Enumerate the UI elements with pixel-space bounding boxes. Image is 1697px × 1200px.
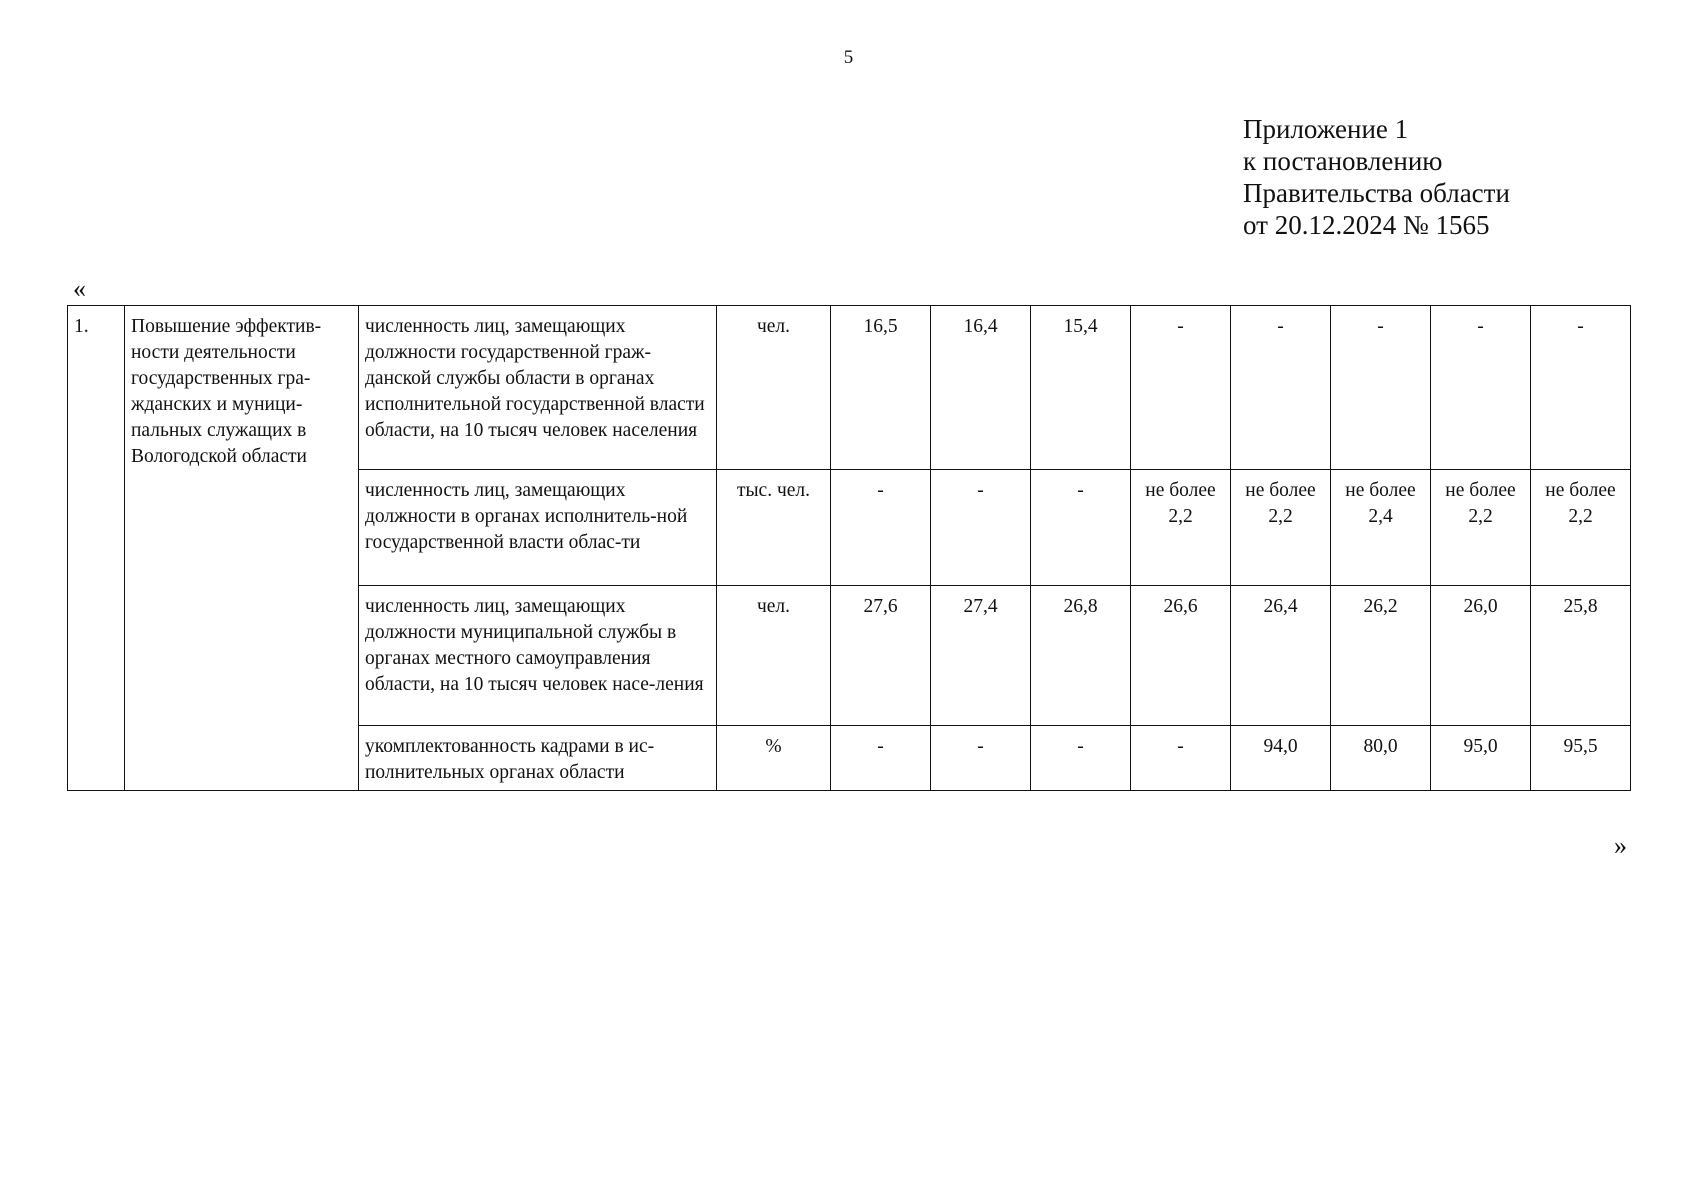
value-cell: 95,5 <box>1531 726 1631 791</box>
value-cell: 80,0 <box>1331 726 1431 791</box>
value-cell: - <box>831 470 931 586</box>
value-cell: 26,8 <box>1031 586 1131 726</box>
indicator-name: численность лиц, замещающих должности муниципальной службы в органах местного самоуправления области, на 10 тысяч человек насе-ления <box>359 586 717 726</box>
value-cell: - <box>1531 306 1631 470</box>
value-cell: 27,4 <box>931 586 1031 726</box>
value-cell: - <box>1331 306 1431 470</box>
indicators-table <box>67 305 1631 791</box>
indicator-name: укомплектованность кадрами в ис-полнительных органах области <box>359 726 717 791</box>
value-cell: 16,4 <box>931 306 1031 470</box>
value-cell: 25,8 <box>1531 586 1631 726</box>
unit-cell: % <box>717 726 831 791</box>
unit-cell: тыс. чел. <box>717 470 831 586</box>
value-cell: - <box>931 470 1031 586</box>
value-cell: не более 2,2 <box>1531 470 1631 586</box>
value-cell: 26,6 <box>1131 586 1231 726</box>
opening-quote: « <box>73 274 86 303</box>
appendix-title: Приложение 1 <box>1243 114 1409 144</box>
value-cell: - <box>831 726 931 791</box>
indicator-name: численность лиц, замещающих должности государственной граж-данской службы области в органах исполнительной государственной власти области, на 10 тысяч человек населения <box>359 306 717 470</box>
value-cell: - <box>1231 306 1331 470</box>
value-cell: 16,5 <box>831 306 931 470</box>
table-row <box>68 306 1631 470</box>
appendix-header <box>1243 113 1510 241</box>
value-cell: не более 2,2 <box>1231 470 1331 586</box>
goal-cell: Повышение эффектив-ности деятельности государственных гра-жданских и муници-пальных служащих в Вологодской области <box>125 306 359 791</box>
value-cell: 26,0 <box>1431 586 1531 726</box>
value-cell: 95,0 <box>1431 726 1531 791</box>
value-cell: - <box>1031 470 1131 586</box>
value-cell: 27,6 <box>831 586 931 726</box>
value-cell: 94,0 <box>1231 726 1331 791</box>
row-number: 1. <box>68 306 125 791</box>
value-cell: - <box>1431 306 1531 470</box>
value-cell: 26,2 <box>1331 586 1431 726</box>
indicator-name: численность лиц, замещающих должности в органах исполнитель-ной государственной власти облас-ти <box>359 470 717 586</box>
value-cell: - <box>1131 306 1231 470</box>
appendix-reference: к постановлению <box>1243 146 1443 176</box>
appendix-date-number: от 20.12.2024 № 1565 <box>1243 210 1490 240</box>
unit-cell: чел. <box>717 306 831 470</box>
unit-cell: чел. <box>717 586 831 726</box>
page-number: 5 <box>843 47 854 68</box>
value-cell: - <box>931 726 1031 791</box>
value-cell: не более 2,2 <box>1431 470 1531 586</box>
value-cell: 15,4 <box>1031 306 1131 470</box>
value-cell: не более 2,4 <box>1331 470 1431 586</box>
value-cell: 26,4 <box>1231 586 1331 726</box>
appendix-authority: Правительства области <box>1243 178 1510 208</box>
value-cell: - <box>1031 726 1131 791</box>
value-cell: - <box>1131 726 1231 791</box>
value-cell: не более 2,2 <box>1131 470 1231 586</box>
closing-quote: » <box>1614 831 1627 860</box>
